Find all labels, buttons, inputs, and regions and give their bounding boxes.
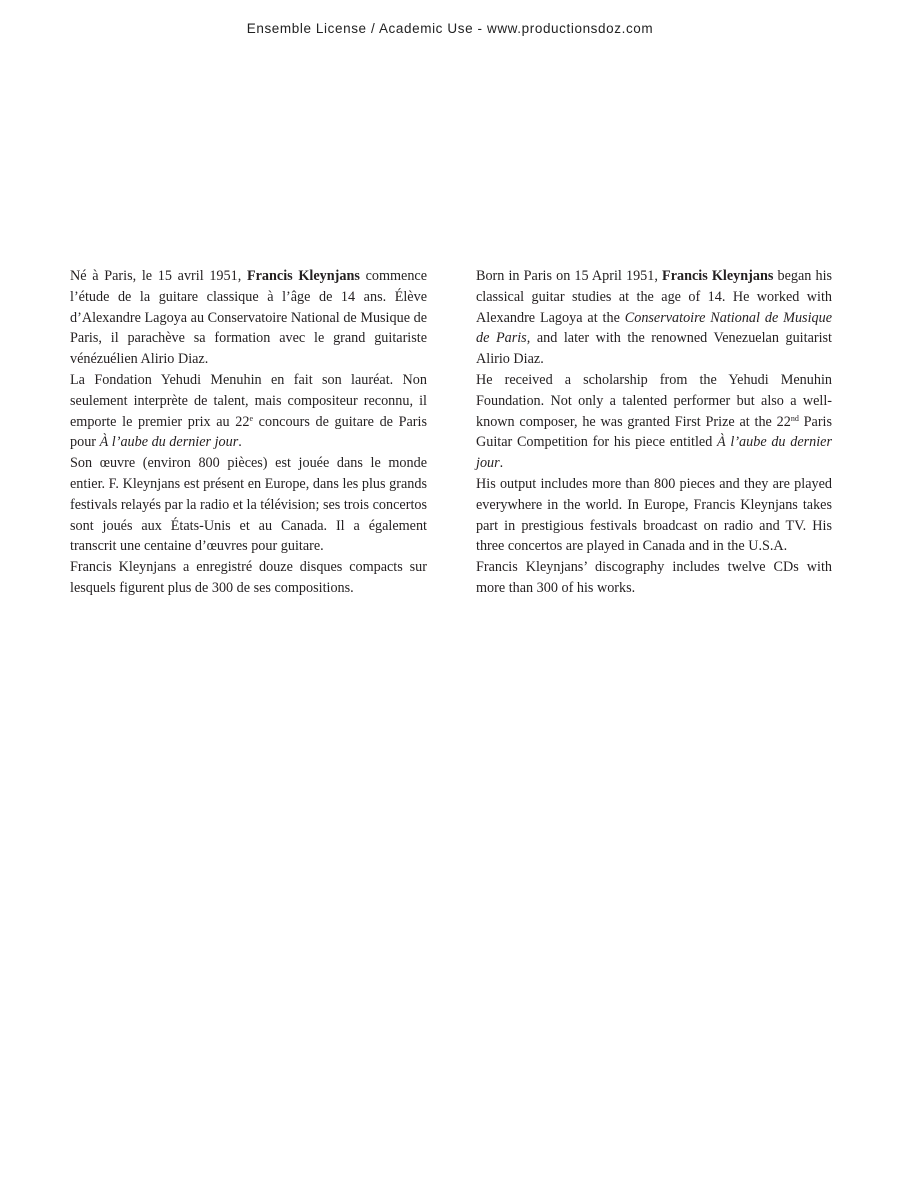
license-header: Ensemble License / Academic Use - www.productionsdoz.com bbox=[246, 21, 654, 36]
french-paragraph-works: Son œuvre (environ 800 pièces) est jouée dans le monde entier. F. Kleynjans est présent en Europe, dans les plus grands festivals relayés par la radio et la télévision; ses trois concertos sont joués aux États-Unis et au Canada. Il a également transcrit une centaine d’œuvres pour guitare. bbox=[70, 455, 427, 555]
english-prize-end: . bbox=[499, 455, 504, 472]
french-ordinal-suffix: e bbox=[249, 413, 254, 423]
french-biography bbox=[70, 266, 427, 599]
french-paragraph-prize bbox=[70, 370, 427, 453]
french-birth-intro: Né à Paris, le 15 avril 1951, bbox=[70, 268, 242, 284]
english-paragraph-discography: Francis Kleynjans’ discography includes twelve CDs with more than 300 of his works. bbox=[476, 559, 832, 596]
english-piece-title: À l’aube du dernier jour bbox=[476, 434, 832, 472]
english-biography bbox=[476, 266, 832, 599]
english-composer-name: Francis Kleynjans bbox=[662, 268, 774, 284]
english-paragraph-prize bbox=[476, 370, 832, 474]
english-birth-mid: began his classical guitar studies at the age of 14. He worked with Alexandre Lagoya at the bbox=[476, 268, 833, 326]
french-paragraph-discography: Francis Kleynjans a enregistré douze disques compacts sur lesquels figurent plus de 300 de ses compositions. bbox=[70, 559, 427, 596]
french-piece-title: À l’aube du dernier jour bbox=[99, 434, 239, 451]
french-composer-name: Francis Kleynjans bbox=[246, 268, 360, 284]
french-prize-text-2: concours de guitare de Paris pour bbox=[70, 413, 427, 451]
french-prize-text: La Fondation Yehudi Menuhin en fait son lauréat. Non seulement interprète de talent, mais compositeur reconnu, il emporte le premier prix au 22 bbox=[70, 371, 427, 430]
french-birth-rest: commence l’étude de la guitare classique à l’âge de 14 ans. Élève d’Alexandre Lagoya au Conservatoire National de Musique de Paris, il parachève sa formation avec le grand guitariste vénézuélien Alirio Diaz. bbox=[70, 268, 428, 368]
french-prize-end: . bbox=[238, 434, 242, 451]
english-prize-text-2: Paris Guitar Competition for his piece entitled bbox=[476, 413, 832, 451]
english-institution-name: Conservatoire National de Musique de Paris, bbox=[476, 309, 832, 347]
english-paragraph-works: His output includes more than 800 pieces and they are played everywhere in the world. In Europe, Francis Kleynjans takes part in prestigious festivals broadcast on radio and TV. His three concertos are played in Canada and in the U.S.A. bbox=[476, 475, 832, 555]
english-birth-intro: Born in Paris on 15 April 1951, bbox=[476, 268, 658, 284]
english-prize-text: He received a scholarship from the Yehudi Menuhin Foundation. Not only a talented performer but also a well-known composer, he was granted First Prize at the 22 bbox=[476, 371, 832, 430]
english-paragraph-birth bbox=[476, 266, 832, 370]
english-birth-rest: and later with the renowned Venezuelan guitarist Alirio Diaz. bbox=[476, 330, 832, 368]
french-paragraph-birth bbox=[70, 266, 427, 370]
english-ordinal-suffix: nd bbox=[790, 413, 799, 423]
